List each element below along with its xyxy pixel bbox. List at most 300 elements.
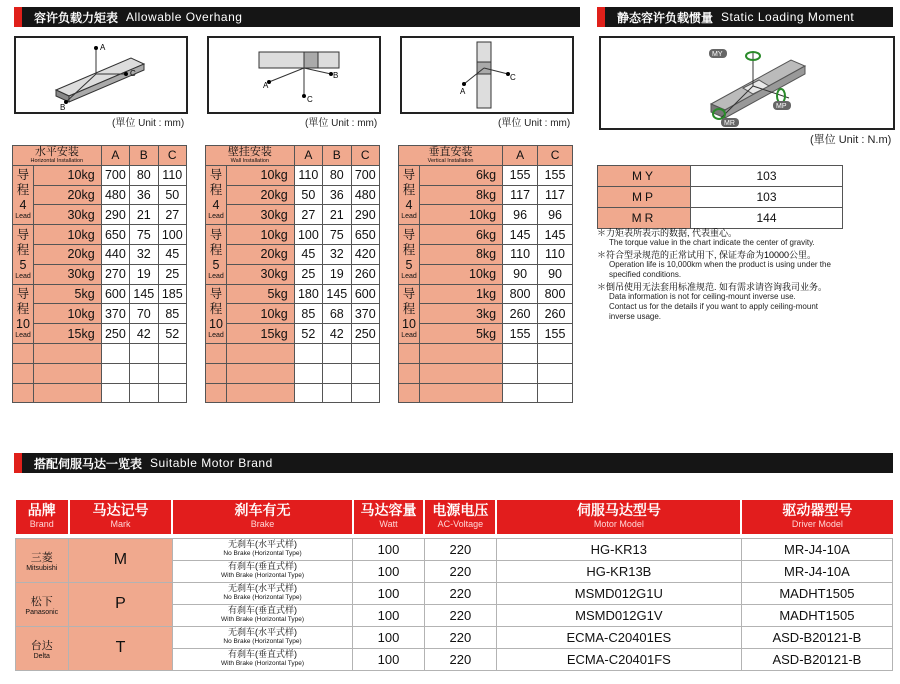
value-cell: 21	[130, 205, 158, 225]
value-cell: 480	[351, 185, 379, 205]
wall-overhang-table	[205, 145, 380, 403]
static-unit-label: (單位 Unit : N.m)	[810, 134, 892, 146]
brake-zh: 有刹车(垂直式样)	[228, 649, 298, 659]
driver-model-cell: MADHT1505	[741, 604, 892, 626]
motor-row	[15, 626, 893, 648]
motor-row	[15, 582, 893, 604]
empty-cell	[420, 343, 503, 363]
lead-number: 4	[19, 198, 27, 213]
lead-cell	[13, 225, 34, 284]
horizontal-mount-figure	[16, 38, 186, 112]
overhang-header-bar	[14, 7, 580, 27]
table-row	[206, 225, 380, 245]
brake-cell	[172, 604, 352, 626]
value-cell: 145	[538, 225, 573, 245]
brake-cell	[172, 626, 352, 648]
driver-model-cell: ASD-B20121-B	[741, 626, 892, 648]
motor-header-bar	[14, 453, 893, 473]
empty-cell	[503, 343, 538, 363]
value-cell: 80	[130, 165, 158, 185]
weight-cell: 3kg	[420, 304, 503, 324]
motor-model-cell: HG-KR13	[496, 538, 741, 560]
wall-mount-figure	[209, 38, 379, 112]
vertical-overhang-table	[398, 145, 573, 403]
table-row	[13, 225, 187, 245]
header-zh: 电源电压	[432, 502, 489, 518]
value-cell: 145	[503, 225, 538, 245]
table-row	[206, 244, 380, 264]
empty-cell	[538, 343, 573, 363]
value-cell: 110	[294, 165, 322, 185]
table-row	[13, 244, 187, 264]
lead-number: 5	[405, 257, 413, 272]
table-row	[399, 244, 573, 264]
note-bullet: ＊	[597, 228, 607, 238]
weight-cell: 5kg	[420, 324, 503, 344]
install-name: 水平安装	[34, 145, 79, 158]
note-zh	[597, 282, 897, 292]
voltage-cell: 220	[424, 538, 496, 560]
brake-zh: 无刹车(水平式样)	[228, 539, 298, 549]
value-cell: 27	[158, 205, 186, 225]
header-en: AC-Voltage	[437, 519, 484, 529]
driver-model-cell: MADHT1505	[741, 582, 892, 604]
brake-cell	[172, 560, 352, 582]
table-row	[13, 284, 187, 304]
label-b: B	[60, 103, 66, 112]
weight-cell: 15kg	[34, 324, 102, 344]
brake-cell	[172, 582, 352, 604]
note-text: 倒吊使用无法套用标准规范. 如有需求请咨询我司业务。	[606, 282, 828, 292]
value-cell: 70	[130, 304, 158, 324]
lead-label: Lead	[401, 213, 417, 221]
empty-row	[206, 363, 380, 383]
value-cell: 75	[323, 225, 351, 245]
brand-zh: 台达	[30, 639, 53, 652]
header-accent	[14, 7, 22, 27]
moment-row	[598, 166, 843, 187]
empty-cell	[538, 363, 573, 383]
header-en: Driver Model	[791, 519, 843, 529]
empty-cell	[34, 343, 102, 363]
lead-char: 程	[16, 242, 30, 257]
empty-cell	[323, 383, 351, 403]
lead-char: 导	[16, 287, 30, 302]
brand-cell	[15, 582, 69, 626]
note-item	[597, 250, 897, 280]
static-moment-figure	[601, 38, 893, 128]
empty-cell	[34, 383, 102, 403]
empty-cell	[323, 343, 351, 363]
empty-cell	[351, 343, 379, 363]
table-row	[399, 165, 573, 185]
lead-number: 10	[402, 317, 416, 332]
vertical-mount-figure	[402, 38, 572, 112]
weight-cell: 8kg	[420, 244, 503, 264]
value-cell: 21	[323, 205, 351, 225]
empty-cell	[351, 363, 379, 383]
column-header	[353, 500, 425, 534]
value-cell: 19	[323, 264, 351, 284]
value-cell: 45	[158, 244, 186, 264]
brand-zh: 松下	[30, 595, 53, 608]
table-row	[206, 185, 380, 205]
brand-en: Mitsubishi	[26, 564, 58, 572]
empty-cell	[130, 383, 158, 403]
empty-cell	[101, 363, 129, 383]
weight-cell: 10kg	[420, 205, 503, 225]
install-name-en: Wall Installation	[230, 157, 269, 164]
weight-cell: 30kg	[227, 205, 295, 225]
motor-model-cell: MSMD012G1U	[496, 582, 741, 604]
column-header	[69, 500, 173, 534]
header-accent	[14, 453, 22, 473]
value-cell: 96	[538, 205, 573, 225]
lead-char: 程	[402, 302, 416, 317]
driver-model-cell: MR-J4-10A	[741, 538, 892, 560]
value-cell: 36	[323, 185, 351, 205]
lead-cell	[399, 225, 420, 284]
header-accent	[597, 7, 605, 27]
empty-cell	[206, 343, 227, 363]
voltage-cell: 220	[424, 648, 496, 670]
value-cell: 700	[101, 165, 129, 185]
value-cell: 650	[101, 225, 129, 245]
weight-cell: 15kg	[227, 324, 295, 344]
motor-model-cell: ECMA-C20401ES	[496, 626, 741, 648]
table-row	[206, 324, 380, 344]
table-row	[206, 205, 380, 225]
empty-row	[13, 383, 187, 403]
lead-number: 5	[19, 257, 27, 272]
table-row	[206, 304, 380, 324]
weight-cell: 20kg	[34, 244, 102, 264]
empty-cell	[503, 383, 538, 403]
lead-number: 10	[16, 317, 30, 332]
value-cell: 180	[294, 284, 322, 304]
lead-cell	[399, 165, 420, 224]
weight-cell: 5kg	[34, 284, 102, 304]
value-cell: 110	[158, 165, 186, 185]
note-zh	[597, 228, 897, 238]
moment-row	[598, 187, 843, 208]
value-cell: 800	[538, 284, 573, 304]
static-diagram	[599, 36, 895, 130]
table-row	[399, 185, 573, 205]
motor-title: 搭配伺服马达一览表	[34, 456, 143, 471]
brake-cell	[172, 538, 352, 560]
empty-cell	[158, 383, 186, 403]
overhang-title-en: Allowable Overhang	[126, 10, 243, 24]
lead-cell	[206, 284, 227, 343]
lead-label: Lead	[401, 332, 417, 340]
value-cell: 700	[351, 165, 379, 185]
weight-cell: 10kg	[227, 225, 295, 245]
weight-cell: 10kg	[227, 304, 295, 324]
brake-en: No Brake (Horizontal Type)	[223, 550, 302, 557]
weight-cell: 30kg	[34, 205, 102, 225]
value-cell: 117	[503, 185, 538, 205]
lead-char: 程	[209, 242, 223, 257]
value-cell: 85	[158, 304, 186, 324]
brake-zh: 无刹车(水平式样)	[228, 627, 298, 637]
unit-label: (單位 Unit : mm)	[112, 118, 185, 129]
lead-cell	[13, 284, 34, 343]
moment-value: 144	[691, 208, 843, 229]
watt-cell: 100	[353, 582, 425, 604]
moment-key: MY	[598, 166, 691, 187]
empty-cell	[399, 363, 420, 383]
note-zh	[597, 250, 897, 260]
header-zh: 马达记号	[92, 502, 149, 518]
value-cell: 19	[130, 264, 158, 284]
weight-cell: 10kg	[34, 304, 102, 324]
lead-char: 程	[209, 302, 223, 317]
empty-cell	[420, 383, 503, 403]
driver-model-cell: MR-J4-10A	[741, 560, 892, 582]
empty-cell	[420, 363, 503, 383]
motor-title-en: Suitable Motor Brand	[150, 456, 273, 470]
value-cell: 42	[323, 324, 351, 344]
install-name: 垂直安装	[428, 145, 473, 158]
empty-cell	[13, 343, 34, 363]
weight-cell: 10kg	[227, 165, 295, 185]
lead-char: 程	[209, 183, 223, 198]
header-en: Mark	[110, 519, 131, 529]
brake-zh: 无刹车(水平式样)	[228, 583, 298, 593]
value-cell: 155	[503, 165, 538, 185]
brake-en: No Brake (Horizontal Type)	[223, 638, 302, 645]
note-en: Data information is not for ceiling-mount inverse use.	[609, 292, 796, 301]
value-cell: 370	[351, 304, 379, 324]
lead-label: Lead	[208, 332, 224, 340]
table-row	[13, 304, 187, 324]
watt-cell: 100	[353, 560, 425, 582]
install-name: 壁挂安装	[227, 145, 272, 158]
value-cell: 80	[323, 165, 351, 185]
lead-label: Lead	[401, 272, 417, 280]
table-row	[399, 324, 573, 344]
empty-cell	[206, 363, 227, 383]
note-en: specified conditions.	[609, 270, 682, 279]
weight-cell: 6kg	[420, 165, 503, 185]
empty-cell	[13, 363, 34, 383]
table-row	[13, 264, 187, 284]
brake-en: With Brake (Horizontal Type)	[221, 616, 304, 623]
empty-cell	[101, 383, 129, 403]
weight-cell: 10kg	[34, 165, 102, 185]
empty-row	[399, 363, 573, 383]
lead-char: 导	[209, 287, 223, 302]
wall-diagram	[207, 36, 381, 114]
value-cell: 32	[130, 244, 158, 264]
weight-cell: 20kg	[34, 185, 102, 205]
weight-cell: 30kg	[34, 264, 102, 284]
table-row	[13, 205, 187, 225]
mark-cell: M	[69, 538, 173, 582]
column-header	[172, 500, 352, 534]
column-header	[424, 500, 496, 534]
my-badge: MY	[712, 51, 723, 58]
column-header: A	[101, 146, 129, 166]
label-c: C	[130, 69, 136, 78]
watt-cell: 100	[353, 604, 425, 626]
value-cell: 650	[351, 225, 379, 245]
value-cell: 110	[503, 244, 538, 264]
value-cell: 260	[538, 304, 573, 324]
value-cell: 800	[503, 284, 538, 304]
empty-cell	[130, 363, 158, 383]
brake-zh: 有刹车(垂直式样)	[228, 561, 298, 571]
note-en: The torque value in the chart indicate the center of gravity.	[609, 238, 815, 247]
weight-cell: 10kg	[34, 225, 102, 245]
lead-char: 程	[402, 183, 416, 198]
header-zh: 马达容量	[360, 502, 417, 518]
voltage-cell: 220	[424, 604, 496, 626]
column-header: C	[158, 146, 186, 166]
table-row	[206, 264, 380, 284]
empty-row	[206, 343, 380, 363]
table-header-install	[13, 146, 102, 166]
driver-model-cell: ASD-B20121-B	[741, 648, 892, 670]
watt-cell: 100	[353, 538, 425, 560]
lead-char: 程	[16, 183, 30, 198]
empty-cell	[13, 383, 34, 403]
unit-label: (單位 Unit : mm)	[305, 118, 378, 129]
column-header: C	[351, 146, 379, 166]
moment-key: MR	[598, 208, 691, 229]
value-cell: 52	[294, 324, 322, 344]
voltage-cell: 220	[424, 626, 496, 648]
brand-cell	[15, 538, 69, 582]
moment-value: 103	[691, 187, 843, 208]
brake-cell	[172, 648, 352, 670]
value-cell: 440	[101, 244, 129, 264]
empty-cell	[294, 363, 322, 383]
column-header	[741, 500, 892, 534]
lead-cell	[206, 225, 227, 284]
weight-cell: 30kg	[227, 264, 295, 284]
note-en: Operation life is 10,000km when the product is using under the	[609, 260, 831, 269]
empty-cell	[227, 363, 295, 383]
overhang-title: 容许负载力矩表	[34, 10, 119, 25]
brand-en: Panasonic	[25, 608, 59, 616]
value-cell: 52	[158, 324, 186, 344]
mr-badge: MR	[724, 120, 735, 127]
lead-label: Lead	[208, 213, 224, 221]
header-en: Watt	[379, 519, 398, 529]
column-header: B	[323, 146, 351, 166]
value-cell: 290	[101, 205, 129, 225]
header-en: Brake	[250, 519, 275, 529]
label-a: A	[263, 81, 269, 90]
lead-char: 导	[16, 227, 30, 242]
column-header: A	[294, 146, 322, 166]
value-cell: 155	[503, 324, 538, 344]
empty-cell	[227, 383, 295, 403]
lead-cell	[206, 165, 227, 224]
value-cell: 68	[323, 304, 351, 324]
note-item	[597, 228, 897, 248]
label-a: A	[460, 87, 466, 96]
moment-value: 103	[691, 166, 843, 187]
column-header	[15, 500, 69, 534]
static-moment-table	[597, 165, 843, 229]
value-cell: 260	[503, 304, 538, 324]
lead-char: 导	[402, 168, 416, 183]
lead-number: 5	[212, 257, 220, 272]
moment-row	[598, 208, 843, 229]
lead-number: 4	[405, 198, 413, 213]
value-cell: 50	[158, 185, 186, 205]
note-item	[597, 282, 897, 322]
empty-row	[13, 363, 187, 383]
weight-cell: 20kg	[227, 185, 295, 205]
note-en: Contact us for the details if you want to apply ceiling-mount	[609, 302, 818, 311]
value-cell: 90	[503, 264, 538, 284]
value-cell: 145	[130, 284, 158, 304]
lead-label: Lead	[15, 272, 31, 280]
value-cell: 480	[101, 185, 129, 205]
brand-en: Delta	[33, 652, 50, 660]
install-name-en: Vertical Installation	[427, 157, 474, 164]
value-cell: 185	[158, 284, 186, 304]
header-zh: 品牌	[27, 502, 56, 518]
value-cell: 600	[351, 284, 379, 304]
unit-label: (單位 Unit : mm)	[498, 118, 571, 129]
table-row	[13, 165, 187, 185]
empty-cell	[34, 363, 102, 383]
empty-cell	[399, 383, 420, 403]
motor-model-cell: ECMA-C20401FS	[496, 648, 741, 670]
table-row	[206, 284, 380, 304]
empty-cell	[227, 343, 295, 363]
watt-cell: 100	[353, 648, 425, 670]
note-text: 力矩表所表示的数据, 代表重心。	[606, 228, 738, 238]
lead-char: 导	[402, 227, 416, 242]
mark-cell: T	[69, 626, 173, 670]
value-cell: 145	[323, 284, 351, 304]
value-cell: 100	[294, 225, 322, 245]
value-cell: 96	[503, 205, 538, 225]
table-row	[399, 264, 573, 284]
voltage-cell: 220	[424, 582, 496, 604]
table-header-install	[206, 146, 295, 166]
table-row	[13, 324, 187, 344]
lead-char: 程	[402, 242, 416, 257]
empty-cell	[158, 343, 186, 363]
lead-label: Lead	[15, 213, 31, 221]
empty-cell	[399, 343, 420, 363]
value-cell: 110	[538, 244, 573, 264]
weight-cell: 5kg	[227, 284, 295, 304]
watt-cell: 100	[353, 626, 425, 648]
header-zh: 刹车有无	[234, 502, 291, 518]
table-row	[206, 165, 380, 185]
weight-cell: 10kg	[420, 264, 503, 284]
empty-row	[399, 383, 573, 403]
lead-cell	[399, 284, 420, 343]
value-cell: 85	[294, 304, 322, 324]
empty-row	[206, 383, 380, 403]
weight-cell: 1kg	[420, 284, 503, 304]
empty-cell	[503, 363, 538, 383]
column-header	[496, 500, 741, 534]
lead-label: Lead	[208, 272, 224, 280]
label-b: B	[333, 71, 339, 80]
value-cell: 50	[294, 185, 322, 205]
lead-label: Lead	[15, 332, 31, 340]
